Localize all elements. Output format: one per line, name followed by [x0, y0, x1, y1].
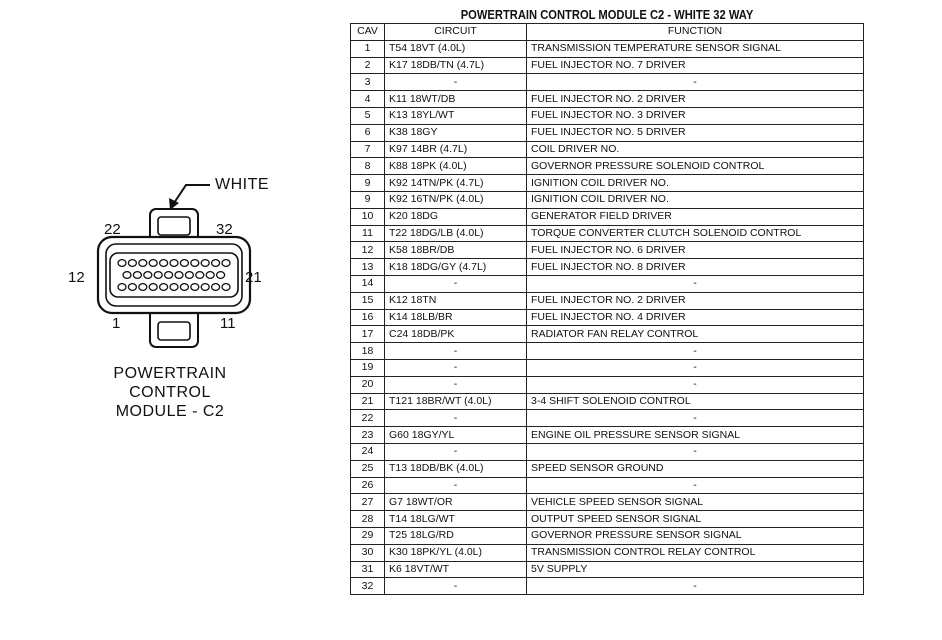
pin-hole: [149, 284, 157, 291]
function-cell: GOVERNOR PRESSURE SENSOR SIGNAL: [527, 527, 864, 544]
pin-label-1: 1: [112, 315, 121, 332]
table-row: [351, 544, 864, 561]
function-cell: -: [527, 343, 864, 360]
pin-label-21: 21: [245, 269, 262, 286]
pin-hole: [196, 272, 204, 279]
function-cell: ENGINE OIL PRESSURE SENSOR SIGNAL: [527, 427, 864, 444]
pin-hole: [128, 260, 136, 267]
table-row: [351, 74, 864, 91]
pin-hole: [128, 284, 136, 291]
cav-cell: 29: [351, 527, 385, 544]
circuit-cell: K6 18VT/WT: [385, 561, 527, 578]
cav-cell: 31: [351, 561, 385, 578]
pin-hole: [201, 260, 209, 267]
function-cell: FUEL INJECTOR NO. 5 DRIVER: [527, 124, 864, 141]
connector-drawing: [60, 165, 290, 365]
table-row: [351, 40, 864, 57]
table-row: [351, 326, 864, 343]
table-row: [351, 91, 864, 108]
circuit-cell: K38 18GY: [385, 124, 527, 141]
pin-hole: [144, 272, 152, 279]
table-row: [351, 158, 864, 175]
function-cell: -: [527, 410, 864, 427]
table-body: [351, 40, 864, 594]
table-row: [351, 359, 864, 376]
function-cell: SPEED SENSOR GROUND: [527, 460, 864, 477]
cav-cell: 17: [351, 326, 385, 343]
circuit-cell: -: [385, 275, 527, 292]
cav-cell: 14: [351, 275, 385, 292]
cav-cell: 27: [351, 494, 385, 511]
function-cell: -: [527, 74, 864, 91]
circuit-cell: -: [385, 376, 527, 393]
circuit-cell: C24 18DB/PK: [385, 326, 527, 343]
function-cell: FUEL INJECTOR NO. 7 DRIVER: [527, 57, 864, 74]
circuit-cell: K18 18DG/GY (4.7L): [385, 259, 527, 276]
header-function: FUNCTION: [527, 24, 864, 41]
function-cell: GENERATOR FIELD DRIVER: [527, 208, 864, 225]
cav-cell: 15: [351, 292, 385, 309]
table-row: [351, 578, 864, 595]
cav-cell: 16: [351, 309, 385, 326]
circuit-cell: T13 18DB/BK (4.0L): [385, 460, 527, 477]
cav-cell: 26: [351, 477, 385, 494]
pin-label-22: 22: [104, 221, 121, 238]
table-row: [351, 561, 864, 578]
cav-cell: 19: [351, 359, 385, 376]
table-title: POWERTRAIN CONTROL MODULE C2 - WHITE 32 WAY: [460, 7, 754, 22]
table-row: [351, 259, 864, 276]
function-cell: COIL DRIVER NO.: [527, 141, 864, 158]
cav-cell: 28: [351, 511, 385, 528]
cav-cell: 8: [351, 158, 385, 175]
pin-hole: [165, 272, 173, 279]
caption-line: CONTROL: [129, 384, 211, 401]
caption-line: MODULE - C2: [115, 403, 225, 420]
table-row: [351, 208, 864, 225]
function-cell: TRANSMISSION TEMPERATURE SENSOR SIGNAL: [527, 40, 864, 57]
circuit-cell: K17 18DB/TN (4.7L): [385, 57, 527, 74]
circuit-cell: -: [385, 359, 527, 376]
table-row: [351, 376, 864, 393]
circuit-cell: -: [385, 443, 527, 460]
function-cell: -: [527, 275, 864, 292]
cav-cell: 22: [351, 410, 385, 427]
circuit-cell: K11 18WT/DB: [385, 91, 527, 108]
table-row: [351, 511, 864, 528]
cav-cell: 10: [351, 208, 385, 225]
circuit-cell: K92 16TN/PK (4.0L): [385, 191, 527, 208]
pin-hole: [170, 284, 178, 291]
function-cell: IGNITION COIL DRIVER NO.: [527, 191, 864, 208]
function-cell: -: [527, 477, 864, 494]
cav-cell: 4: [351, 91, 385, 108]
circuit-cell: T54 18VT (4.0L): [385, 40, 527, 57]
pin-hole: [191, 284, 199, 291]
pin-hole: [118, 260, 126, 267]
function-cell: -: [527, 376, 864, 393]
table-row: [351, 242, 864, 259]
table-row: [351, 494, 864, 511]
table-row: [351, 477, 864, 494]
cav-cell: 13: [351, 259, 385, 276]
circuit-cell: K13 18YL/WT: [385, 107, 527, 124]
caption-line: POWERTRAIN: [113, 365, 227, 382]
cav-cell: 18: [351, 343, 385, 360]
circuit-cell: K14 18LB/BR: [385, 309, 527, 326]
function-cell: FUEL INJECTOR NO. 4 DRIVER: [527, 309, 864, 326]
circuit-cell: K58 18BR/DB: [385, 242, 527, 259]
cav-cell: 1: [351, 40, 385, 57]
table-row: [351, 393, 864, 410]
function-cell: TRANSMISSION CONTROL RELAY CONTROL: [527, 544, 864, 561]
table-row: [351, 427, 864, 444]
circuit-cell: T25 18LG/RD: [385, 527, 527, 544]
pin-hole: [118, 284, 126, 291]
pin-label-32: 32: [216, 221, 233, 238]
circuit-cell: T121 18BR/WT (4.0L): [385, 393, 527, 410]
circuit-cell: -: [385, 477, 527, 494]
cav-cell: 20: [351, 376, 385, 393]
table-row: [351, 410, 864, 427]
pin-hole: [139, 284, 147, 291]
function-cell: -: [527, 359, 864, 376]
pin-hole: [170, 260, 178, 267]
cav-cell: 25: [351, 460, 385, 477]
pin-hole: [201, 284, 209, 291]
function-cell: FUEL INJECTOR NO. 3 DRIVER: [527, 107, 864, 124]
header-circuit: CIRCUIT: [385, 24, 527, 41]
connector-caption: [96, 364, 244, 421]
circuit-cell: K92 14TN/PK (4.7L): [385, 175, 527, 192]
function-cell: 3-4 SHIFT SOLENOID CONTROL: [527, 393, 864, 410]
table-row: [351, 225, 864, 242]
table-row: [351, 275, 864, 292]
function-cell: IGNITION COIL DRIVER NO.: [527, 175, 864, 192]
connector-color-callout: WHITE: [215, 176, 270, 193]
cav-cell: 9: [351, 191, 385, 208]
pinout-table: [350, 23, 864, 595]
pin-hole: [149, 260, 157, 267]
circuit-cell: G7 18WT/OR: [385, 494, 527, 511]
cav-cell: 5: [351, 107, 385, 124]
cav-cell: 23: [351, 427, 385, 444]
circuit-cell: G60 18GY/YL: [385, 427, 527, 444]
cav-cell: 7: [351, 141, 385, 158]
cav-cell: 24: [351, 443, 385, 460]
cav-cell: 2: [351, 57, 385, 74]
table-row: [351, 527, 864, 544]
pin-label-11: 11: [220, 315, 236, 332]
pin-hole: [206, 272, 214, 279]
pin-hole: [175, 272, 183, 279]
table-row: [351, 107, 864, 124]
circuit-cell: -: [385, 410, 527, 427]
cav-cell: 21: [351, 393, 385, 410]
function-cell: 5V SUPPLY: [527, 561, 864, 578]
table-row: [351, 309, 864, 326]
table-row: [351, 191, 864, 208]
pin-hole: [191, 260, 199, 267]
pin-hole: [180, 284, 188, 291]
function-cell: GOVERNOR PRESSURE SOLENOID CONTROL: [527, 158, 864, 175]
circuit-cell: -: [385, 343, 527, 360]
pin-label-12: 12: [68, 269, 85, 286]
circuit-cell: K30 18PK/YL (4.0L): [385, 544, 527, 561]
pin-hole: [154, 272, 162, 279]
pin-hole: [217, 272, 225, 279]
table-row: [351, 460, 864, 477]
cav-cell: 12: [351, 242, 385, 259]
table-header-row: [351, 24, 864, 41]
function-cell: -: [527, 443, 864, 460]
pin-hole: [212, 260, 220, 267]
function-cell: -: [527, 578, 864, 595]
callout-arrow: [174, 185, 210, 203]
cav-cell: 30: [351, 544, 385, 561]
pin-hole: [222, 284, 230, 291]
pin-hole: [160, 260, 168, 267]
table-row: [351, 141, 864, 158]
cav-cell: 3: [351, 74, 385, 91]
circuit-cell: K12 18TN: [385, 292, 527, 309]
pin-hole: [212, 284, 220, 291]
cav-cell: 32: [351, 578, 385, 595]
circuit-cell: -: [385, 74, 527, 91]
circuit-cell: K97 14BR (4.7L): [385, 141, 527, 158]
pin-hole: [139, 260, 147, 267]
table-row: [351, 343, 864, 360]
cav-cell: 9: [351, 175, 385, 192]
pin-hole: [222, 260, 230, 267]
function-cell: FUEL INJECTOR NO. 2 DRIVER: [527, 292, 864, 309]
circuit-cell: K88 18PK (4.0L): [385, 158, 527, 175]
pin-hole: [185, 272, 193, 279]
circuit-cell: T22 18DG/LB (4.0L): [385, 225, 527, 242]
circuit-cell: K20 18DG: [385, 208, 527, 225]
pin-hole: [123, 272, 131, 279]
function-cell: RADIATOR FAN RELAY CONTROL: [527, 326, 864, 343]
function-cell: VEHICLE SPEED SENSOR SIGNAL: [527, 494, 864, 511]
table-row: [351, 443, 864, 460]
pin-hole: [133, 272, 141, 279]
function-cell: TORQUE CONVERTER CLUTCH SOLENOID CONTROL: [527, 225, 864, 242]
function-cell: FUEL INJECTOR NO. 2 DRIVER: [527, 91, 864, 108]
table-row: [351, 292, 864, 309]
circuit-cell: -: [385, 578, 527, 595]
function-cell: OUTPUT SPEED SENSOR SIGNAL: [527, 511, 864, 528]
circuit-cell: T14 18LG/WT: [385, 511, 527, 528]
function-cell: FUEL INJECTOR NO. 6 DRIVER: [527, 242, 864, 259]
table-row: [351, 57, 864, 74]
table-row: [351, 175, 864, 192]
cav-cell: 6: [351, 124, 385, 141]
pin-hole: [180, 260, 188, 267]
function-cell: FUEL INJECTOR NO. 8 DRIVER: [527, 259, 864, 276]
pin-hole: [160, 284, 168, 291]
cav-cell: 11: [351, 225, 385, 242]
header-cav: CAV: [351, 24, 385, 41]
table-row: [351, 124, 864, 141]
